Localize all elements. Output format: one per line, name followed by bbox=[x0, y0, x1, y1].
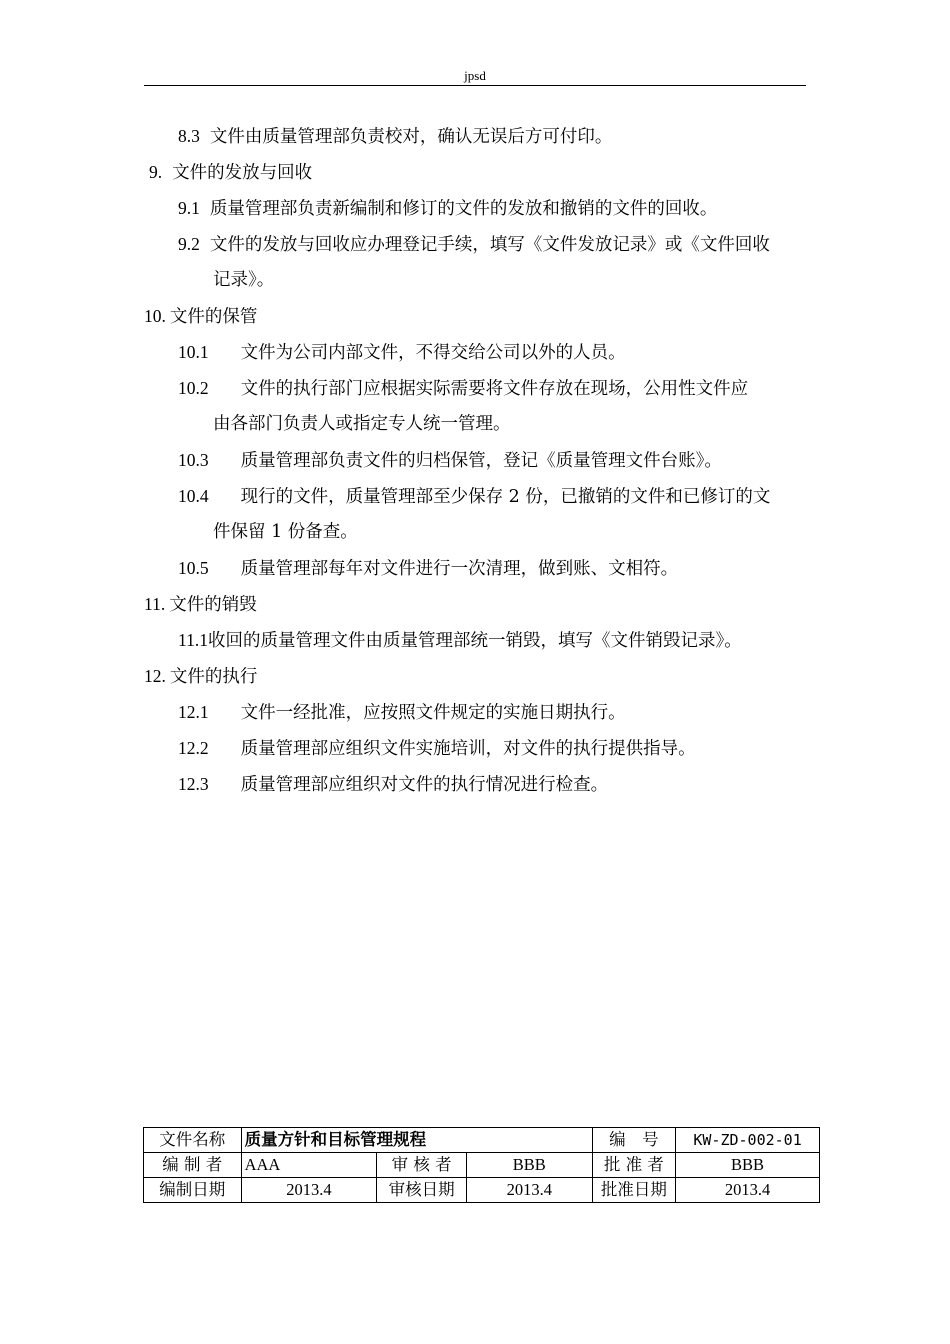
clause-text: 质量管理部负责新编制和修订的文件的发放和撤销的文件的回收。 bbox=[209, 199, 718, 219]
approver-value: BBB bbox=[676, 1153, 820, 1178]
author-date-value: 2013.4 bbox=[241, 1178, 377, 1203]
clause-text: 文件的发放与回收应办理登记手续，填写《文件发放记录》或《文件回收 bbox=[209, 235, 770, 255]
review-date-value: 2013.4 bbox=[466, 1178, 592, 1203]
clause-number: 11.1 bbox=[178, 630, 208, 650]
clause-text: 质量管理部应组织对文件的执行情况进行检查。 bbox=[240, 775, 609, 795]
doc-name-value: 质量方针和目标管理规程 bbox=[241, 1128, 592, 1153]
page-header-text: jpsd bbox=[464, 68, 486, 83]
table-row bbox=[144, 1128, 820, 1153]
author-date-label: 编制日期 bbox=[144, 1178, 242, 1203]
section-title: 文件的保管 bbox=[169, 307, 258, 327]
clause-text: 文件为公司内部文件，不得交给公司以外的人员。 bbox=[240, 343, 626, 363]
section-9-heading bbox=[149, 160, 312, 185]
clause-10-3 bbox=[178, 448, 722, 473]
clause-10-5 bbox=[178, 556, 678, 581]
clause-12-1 bbox=[178, 700, 626, 725]
clause-text: 质量管理部每年对文件进行一次清理，做到账、文相符。 bbox=[240, 559, 679, 579]
section-number: 9. bbox=[149, 162, 163, 182]
clause-text: 现行的文件，质量管理部至少保存 2 份，已撤销的文件和已修订的文 bbox=[240, 487, 771, 507]
clause-8-3 bbox=[178, 124, 612, 149]
section-number: 10. bbox=[144, 306, 166, 326]
clause-number: 12.1 bbox=[178, 702, 209, 722]
clause-number: 9.1 bbox=[178, 198, 200, 218]
clause-text: 文件的执行部门应根据实际需要将文件存放在现场，公用性文件应 bbox=[240, 379, 749, 399]
clause-9-1 bbox=[178, 196, 717, 221]
clause-10-2-continued: 由各部门负责人或指定专人统一管理。 bbox=[213, 414, 511, 434]
section-title: 文件的发放与回收 bbox=[172, 163, 313, 183]
doc-name-label: 文件名称 bbox=[144, 1128, 242, 1153]
author-value: AAA bbox=[241, 1153, 377, 1178]
clause-12-3 bbox=[178, 772, 608, 797]
clause-text: 质量管理部负责文件的归档保管，登记《质量管理文件台账》。 bbox=[240, 451, 722, 471]
author-label: 编 制 者 bbox=[144, 1153, 242, 1178]
clause-10-4-continued: 件保留 1 份备查。 bbox=[213, 522, 358, 542]
number-label: 编 号 bbox=[592, 1128, 675, 1153]
section-11-heading bbox=[144, 592, 257, 617]
approve-date-value: 2013.4 bbox=[676, 1178, 820, 1203]
clause-number: 9.2 bbox=[178, 234, 200, 254]
clause-text: 文件一经批准，应按照文件规定的实施日期执行。 bbox=[240, 703, 626, 723]
header-divider bbox=[144, 85, 806, 86]
clause-11-1 bbox=[178, 628, 742, 653]
clause-12-2 bbox=[178, 736, 696, 761]
number-value: KW-ZD-002-01 bbox=[676, 1128, 820, 1153]
clause-number: 10.2 bbox=[178, 378, 209, 398]
clause-number: 12.2 bbox=[178, 738, 209, 758]
clause-9-2 bbox=[178, 232, 770, 257]
reviewer-label: 审 核 者 bbox=[377, 1153, 467, 1178]
approve-date-label: 批准日期 bbox=[592, 1178, 675, 1203]
section-number: 12. bbox=[144, 666, 166, 686]
clause-10-2 bbox=[178, 376, 748, 401]
clause-number: 10.1 bbox=[178, 342, 209, 362]
approver-label: 批 准 者 bbox=[592, 1153, 675, 1178]
clause-number: 8.3 bbox=[178, 126, 200, 146]
clause-9-2-continued: 记录》。 bbox=[213, 270, 275, 290]
clause-text: 文件由质量管理部负责校对，确认无误后方可付印。 bbox=[209, 127, 613, 147]
table-row bbox=[144, 1153, 820, 1178]
section-10-heading bbox=[144, 304, 257, 329]
clause-10-1 bbox=[178, 340, 626, 365]
section-12-heading bbox=[144, 664, 257, 689]
review-date-label: 审核日期 bbox=[377, 1178, 467, 1203]
table-row bbox=[144, 1178, 820, 1203]
section-title: 文件的销毁 bbox=[169, 595, 257, 615]
clause-text: 收回的质量管理文件由质量管理部统一销毁，填写《文件销毁记录》。 bbox=[207, 631, 742, 651]
section-number: 11. bbox=[144, 594, 166, 614]
clause-number: 10.3 bbox=[178, 450, 209, 470]
clause-number: 10.5 bbox=[178, 558, 209, 578]
clause-10-4 bbox=[178, 484, 770, 509]
clause-number: 10.4 bbox=[178, 486, 209, 506]
clause-number: 12.3 bbox=[178, 774, 209, 794]
section-title: 文件的执行 bbox=[169, 667, 258, 687]
clause-text: 质量管理部应组织文件实施培训，对文件的执行提供指导。 bbox=[240, 739, 696, 759]
document-control-table bbox=[143, 1127, 820, 1203]
reviewer-value: BBB bbox=[466, 1153, 592, 1178]
